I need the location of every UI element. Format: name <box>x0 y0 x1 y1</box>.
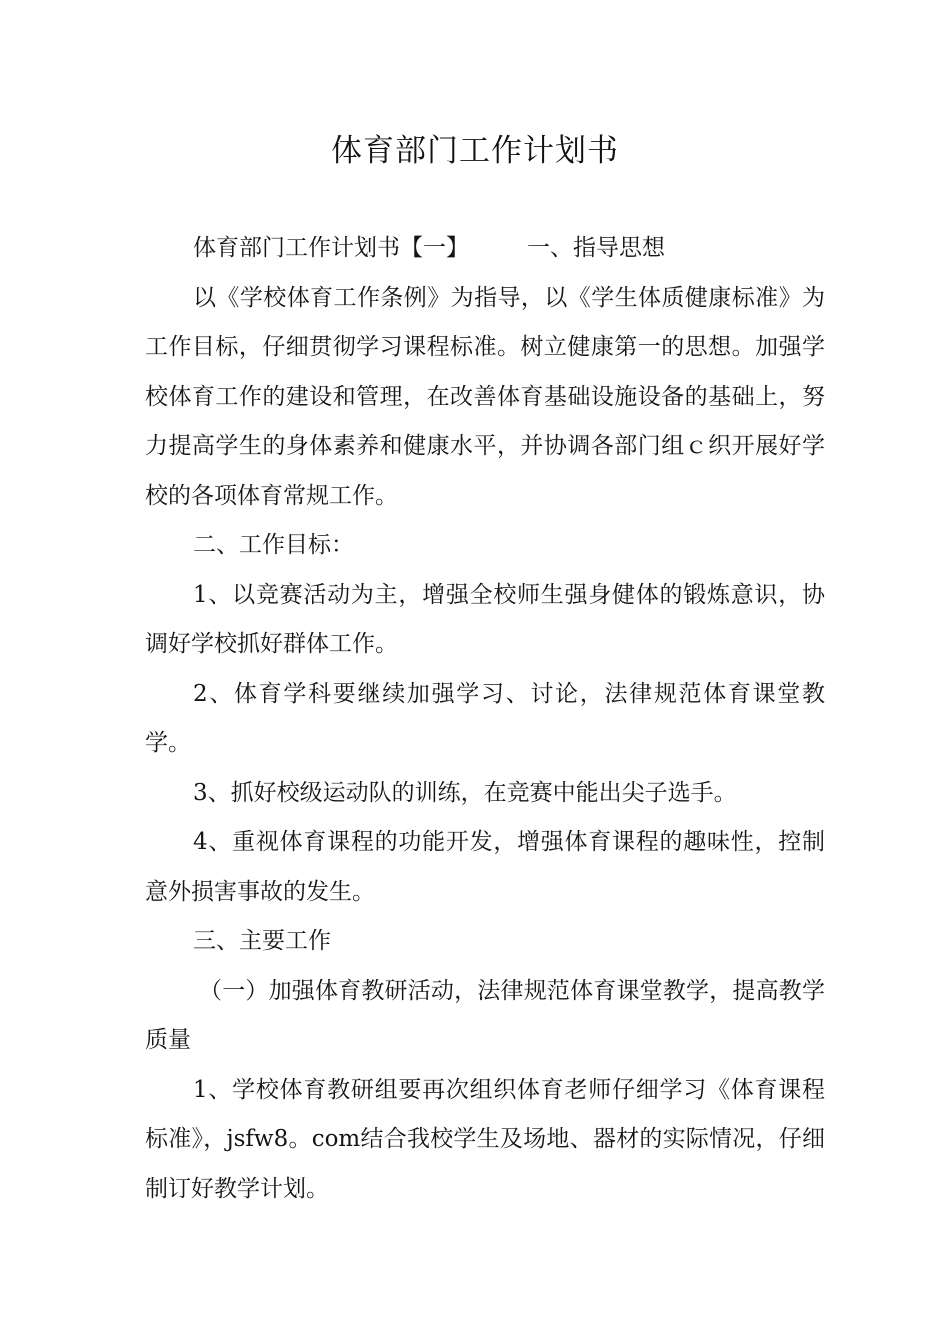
goal-item-4: 4、重视体育课程的功能开发，增强体育课程的趣味性，控制意外损害事故的发生。 <box>145 829 825 905</box>
section-three-heading: 三、主要工作 <box>193 928 331 954</box>
document-body <box>145 224 825 1214</box>
section-two-heading: 二、工作目标： <box>193 532 354 558</box>
work-item-1: 1、学校体育教研组要再次组织体育老师仔细学习《体育课程标准》，jsfw8。com结合我校学生及场地、器材的实际情况，仔细制订好教学计划。 <box>145 1076 825 1202</box>
intro-line <box>145 224 825 274</box>
goal-item-1: 1、以竞赛活动为主，增强全校师生强身健体的锻炼意识，协调好学校抓好群体工作。 <box>145 581 825 657</box>
subsection-one-heading: （一）加强体育教研活动，法律规范体育课堂教学，提高教学质量 <box>145 977 825 1053</box>
paragraph-guiding-thought: 以《学校体育工作条例》为指导，以《学生体质健康标准》为工作目标，仔细贯彻学习课程标准。树立健康第一的思想。加强学校体育工作的建设和管理，在改善体育基础设施设备的基础上，努力提高学生的身体素养和健康水平，并协调各部门组ｃ织开展好学校的各项体育常规工作。 <box>145 284 825 509</box>
section-one-heading: 一、指导思想 <box>527 235 665 261</box>
goal-item-3: 3、抓好校级运动队的训练，在竞赛中能出尖子选手。 <box>193 779 737 806</box>
goal-item-2: 2、体育学科要继续加强学习、讨论，法律规范体育课堂教学。 <box>145 680 825 756</box>
document-title: 体育部门工作计划书 <box>331 133 619 169</box>
intro-heading: 体育部门工作计划书【一】 <box>193 235 469 261</box>
